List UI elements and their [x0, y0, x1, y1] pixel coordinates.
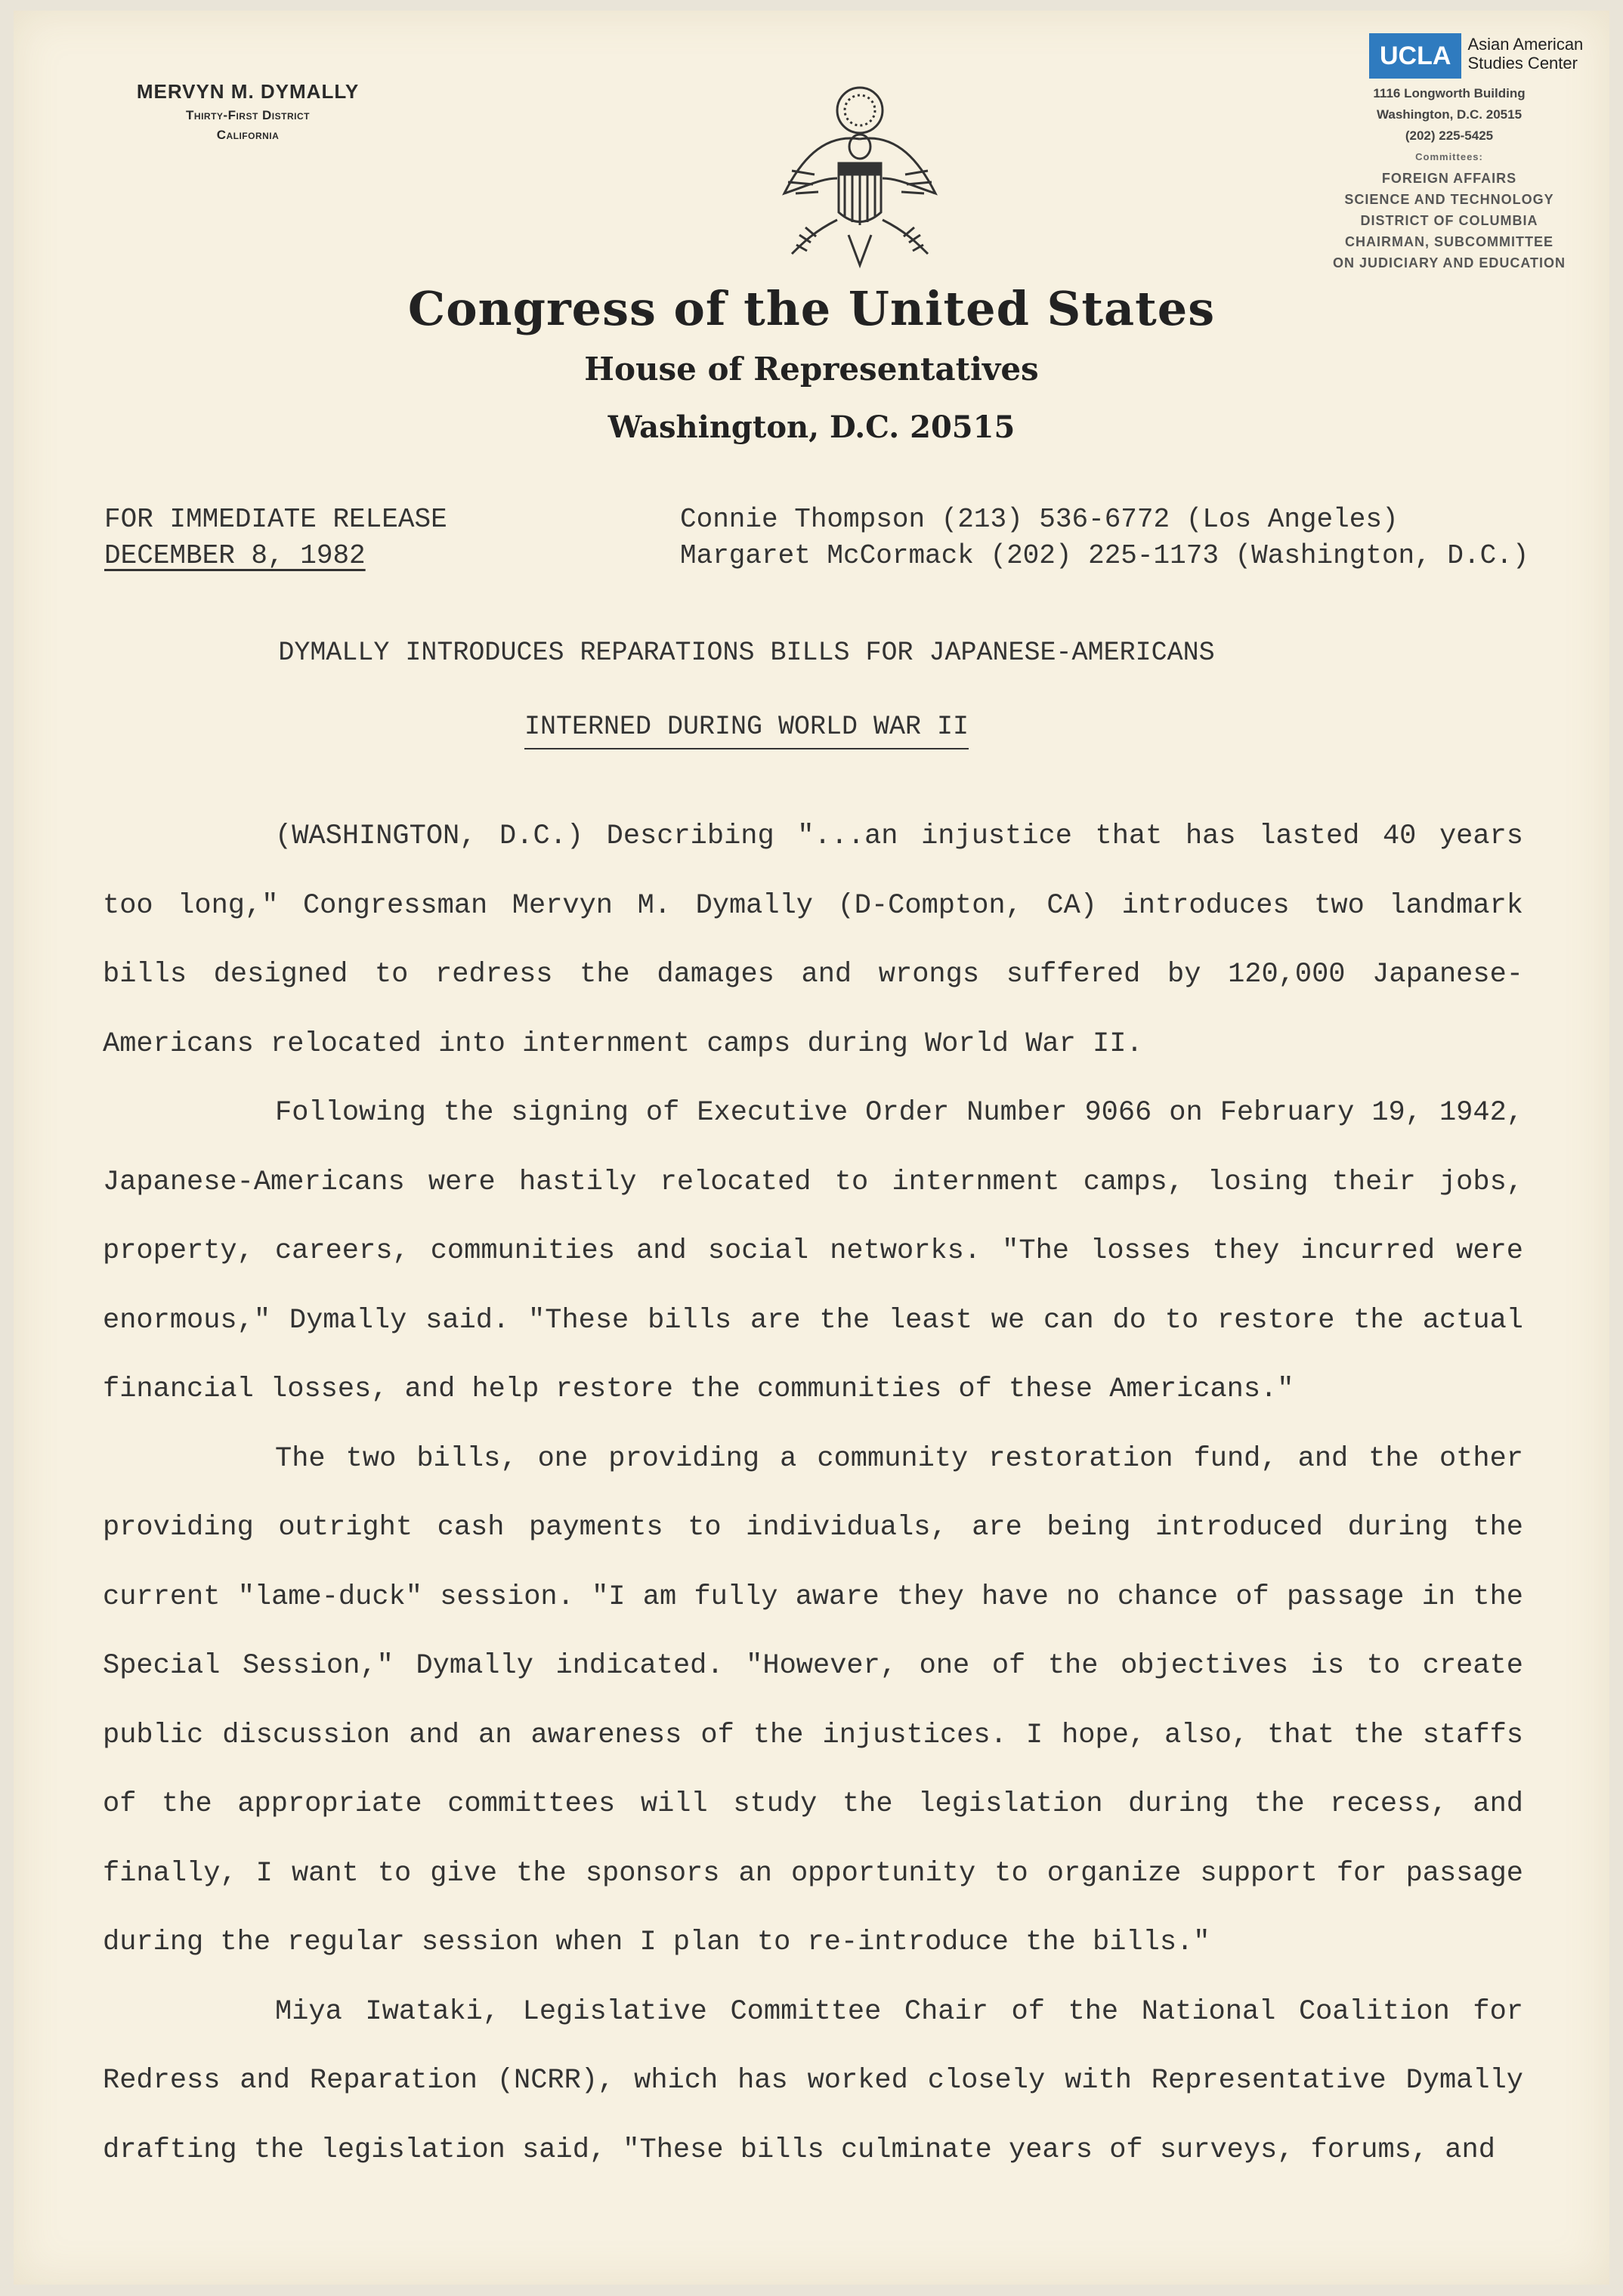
letterhead-member	[104, 80, 391, 143]
ucla-line1: Asian American	[1467, 35, 1584, 54]
body-paragraph	[103, 1978, 1523, 2186]
letterhead-office	[1283, 83, 1615, 273]
paragraph-text: Miya Iwataki, Legislative Committee Chair of the National Coalition for Redress and Reparation (NCRR), which has worked closely with Representative Dymally drafting the legislation said, "These bills culminate years of surveys, forums, and	[103, 1995, 1523, 2166]
press-release-body	[103, 802, 1523, 2185]
paragraph-text: The two bills, one providing a community restoration fund, and the other providing outright cash payments to individuals, are being introduced during the current "lame-duck" session. "I am fully aware they have no chance of passage in the Special Session," Dymally indicated. "However, one of the objectives is to create public discussion and an awareness of the injustices. I hope, also, that the staffs of the appropriate committees will study the legislation during the recess, and finally, I want to give the sponsors an opportunity to organize support for passage during the regular session when I plan to re-introduce the bills."	[103, 1442, 1523, 1958]
body-paragraph	[103, 802, 1523, 1079]
headline-line1: DYMALLY INTRODUCES REPARATIONS BILLS FOR JAPANESE-AMERICANS	[278, 638, 1215, 668]
ucla-logo: UCLA	[1369, 33, 1461, 79]
release-date: DECEMBER 8, 1982	[104, 540, 366, 571]
release-block	[104, 502, 447, 574]
committee-item: FOREIGN AFFAIRS	[1381, 171, 1517, 186]
member-district: Thirty-First District	[186, 108, 310, 122]
headline-line2-wrap	[14, 712, 1479, 742]
member-state: California	[216, 128, 280, 142]
document-page	[14, 11, 1609, 2285]
contact-item: Margaret McCormack (202) 225-1173 (Washington, D.C.)	[680, 540, 1529, 571]
house-title: House of Representatives	[584, 351, 1039, 388]
release-label: FOR IMMEDIATE RELEASE	[104, 504, 447, 535]
city-title: Washington, D.C. 20515	[607, 409, 1016, 445]
committees-header: Committees:	[1415, 151, 1483, 162]
ucla-center-name	[1467, 35, 1583, 73]
office-address: 1116 Longworth Building	[1373, 86, 1526, 100]
committee-item: SCIENCE AND TECHNOLOGY	[1344, 192, 1554, 207]
body-paragraph	[103, 1425, 1523, 1978]
ucla-line2: Studies Center	[1467, 54, 1578, 73]
office-city: Washington, D.C. 20515	[1376, 107, 1523, 122]
contact-item: Connie Thompson (213) 536-6772 (Los Angeles)	[680, 504, 1399, 535]
committee-item: DISTRICT OF COLUMBIA	[1360, 213, 1538, 228]
member-name: MERVYN M. DYMALLY	[136, 80, 360, 103]
office-phone: (202) 225-5425	[1405, 128, 1494, 143]
congress-title: Congress of the United States	[407, 281, 1216, 336]
great-seal-icon	[769, 80, 951, 277]
committee-item: CHAIRMAN, SUBCOMMITTEE	[1345, 234, 1553, 249]
committee-item: ON JUDICIARY AND EDUCATION	[1332, 255, 1566, 270]
headline-line2: INTERNED DURING WORLD WAR II	[524, 712, 969, 749]
ucla-watermark	[1369, 33, 1583, 79]
body-paragraph	[103, 1079, 1523, 1425]
paragraph-text: (WASHINGTON, D.C.) Describing "...an injustice that has lasted 40 years too long," Congressman Mervyn M. Dymally (D-Compton, CA) introduces two landmark bills designed to redress the damages and wrongs suffered by 120,000 Japanese-Americans relocated into internment camps during World War II.	[103, 820, 1523, 1060]
contacts-block	[680, 502, 1529, 574]
paragraph-text: Following the signing of Executive Order Number 9066 on February 19, 1942, Japanese-Americans were hastily relocated to internment camps, losing their jobs, property, careers, communities and social networks. "The losses they incurred were enormous," Dymally said. "These bills are the least we can do to restore the actual financial losses, and help restore the communities of these Americans."	[103, 1097, 1523, 1405]
